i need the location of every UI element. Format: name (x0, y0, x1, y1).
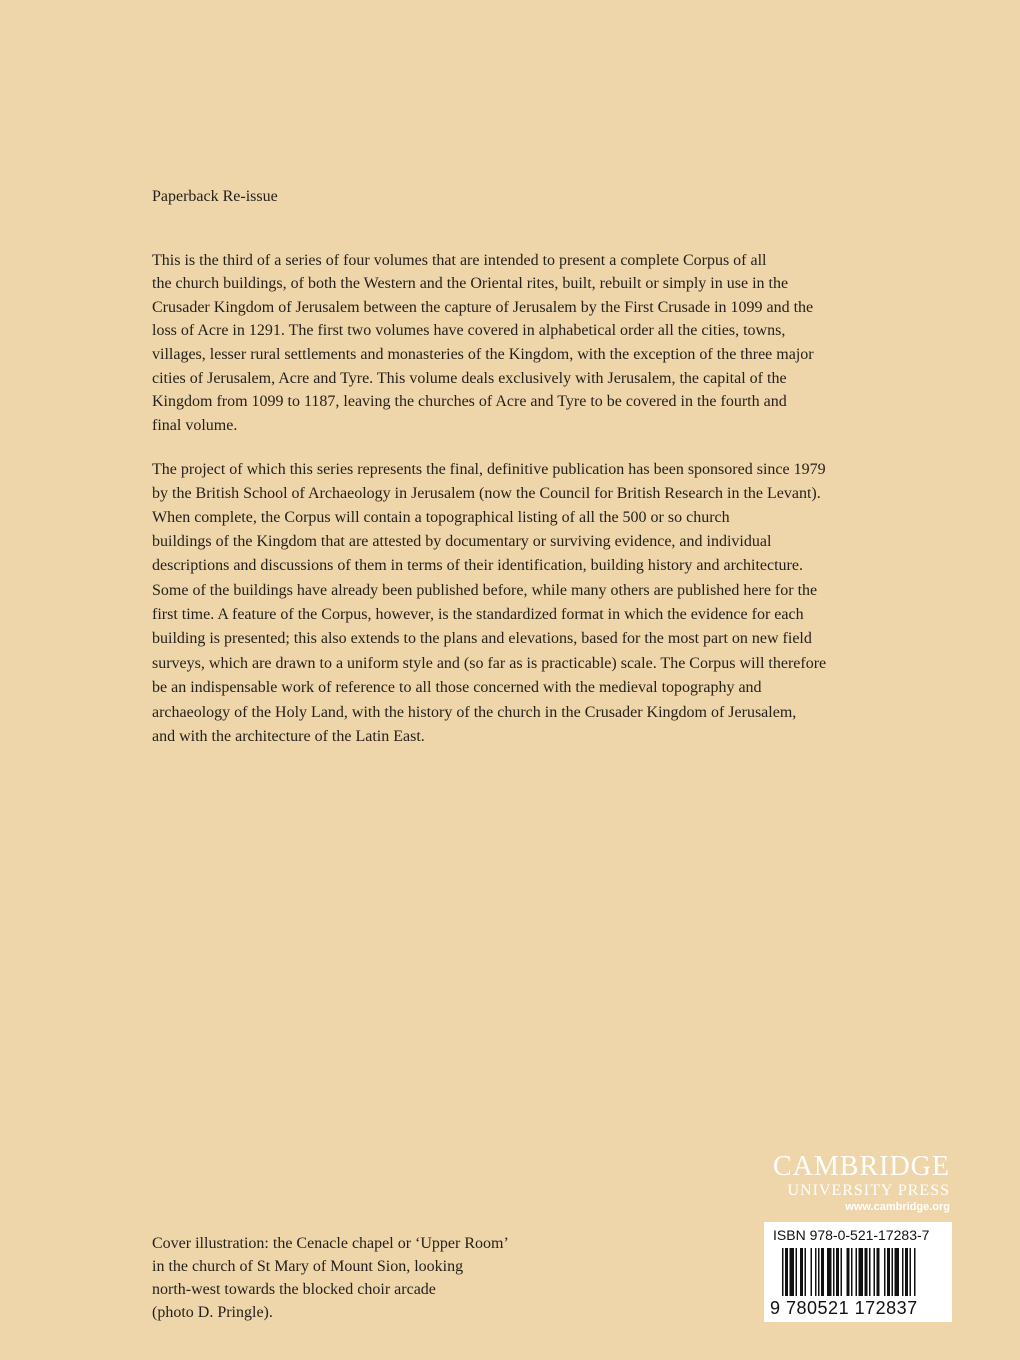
publisher-url: www.cambridge.org (845, 1201, 950, 1213)
text-line: The project of which this series represents the final, definitive publication has been sponsored since 1979 (152, 461, 826, 478)
publisher-logo (750, 1152, 950, 1214)
text-line: the church buildings, of both the Western and the Oriental rites, built, rebuilt or simply in use in the (152, 275, 789, 292)
text-line: Some of the buildings have already been published before, while many others are published here for the (152, 582, 818, 599)
publisher-name: CAMBRIDGE (772, 1151, 950, 1182)
text-line: This is the third of a series of four volumes that are intended to present a complete Corpus of all (152, 252, 767, 269)
text-line: surveys, which are drawn to a uniform style and (so far as is practicable) scale. The Corpus will therefore (152, 655, 827, 672)
publisher-press: UNIVERSITY PRESS (787, 1182, 950, 1199)
caption-line: north-west towards the blocked choir arcade (152, 1281, 436, 1298)
text-line: be an indispensable work of reference to all those concerned with the medieval topography and (152, 679, 762, 696)
text-line: descriptions and discussions of them in terms of their identification, building history and architecture. (152, 557, 803, 574)
caption-line: (photo D. Pringle). (152, 1304, 273, 1321)
barcode-digits: 9 780521 172837 (770, 1298, 918, 1318)
text-line: villages, lesser rural settlements and monasteries of the Kingdom, with the exception of the three major (152, 346, 814, 363)
text-line: building is presented; this also extends to the plans and elevations, based for the most part on new field (152, 630, 812, 647)
text-line: and with the architecture of the Latin East. (152, 728, 425, 745)
text-line: cities of Jerusalem, Acre and Tyre. This volume deals exclusively with Jerusalem, the capital of the (152, 370, 787, 387)
text-line: Crusader Kingdom of Jerusalem between the capture of Jerusalem by the First Crusade in 1099 and the (152, 299, 814, 316)
text-line: by the British School of Archaeology in Jerusalem (now the Council for British Research in the Levant). (152, 485, 821, 502)
caption-line: Cover illustration: the Cenacle chapel or ‘Upper Room’ (152, 1235, 509, 1252)
text-line: final volume. (152, 417, 238, 434)
isbn-number: ISBN 978-0-521-17283-7 (773, 1227, 930, 1243)
text-line: When complete, the Corpus will contain a topographical listing of all the 500 or so church (152, 509, 730, 526)
text-line: first time. A feature of the Corpus, however, is the standardized format in which the evidence for each (152, 606, 804, 623)
isbn-barcode (764, 1222, 952, 1322)
text-line: archaeology of the Holy Land, with the history of the church in the Crusader Kingdom of Jerusalem, (152, 704, 797, 721)
text-line: Kingdom from 1099 to 1187, leaving the churches of Acre and Tyre to be covered in the fourth and (152, 393, 787, 410)
text-line: buildings of the Kingdom that are attested by documentary or surviving evidence, and individual (152, 533, 772, 550)
reissue-label: Paperback Re-issue (152, 188, 278, 205)
text-line: loss of Acre in 1291. The first two volumes have covered in alphabetical order all the cities, towns, (152, 322, 786, 339)
caption-line: in the church of St Mary of Mount Sion, looking (152, 1258, 464, 1275)
